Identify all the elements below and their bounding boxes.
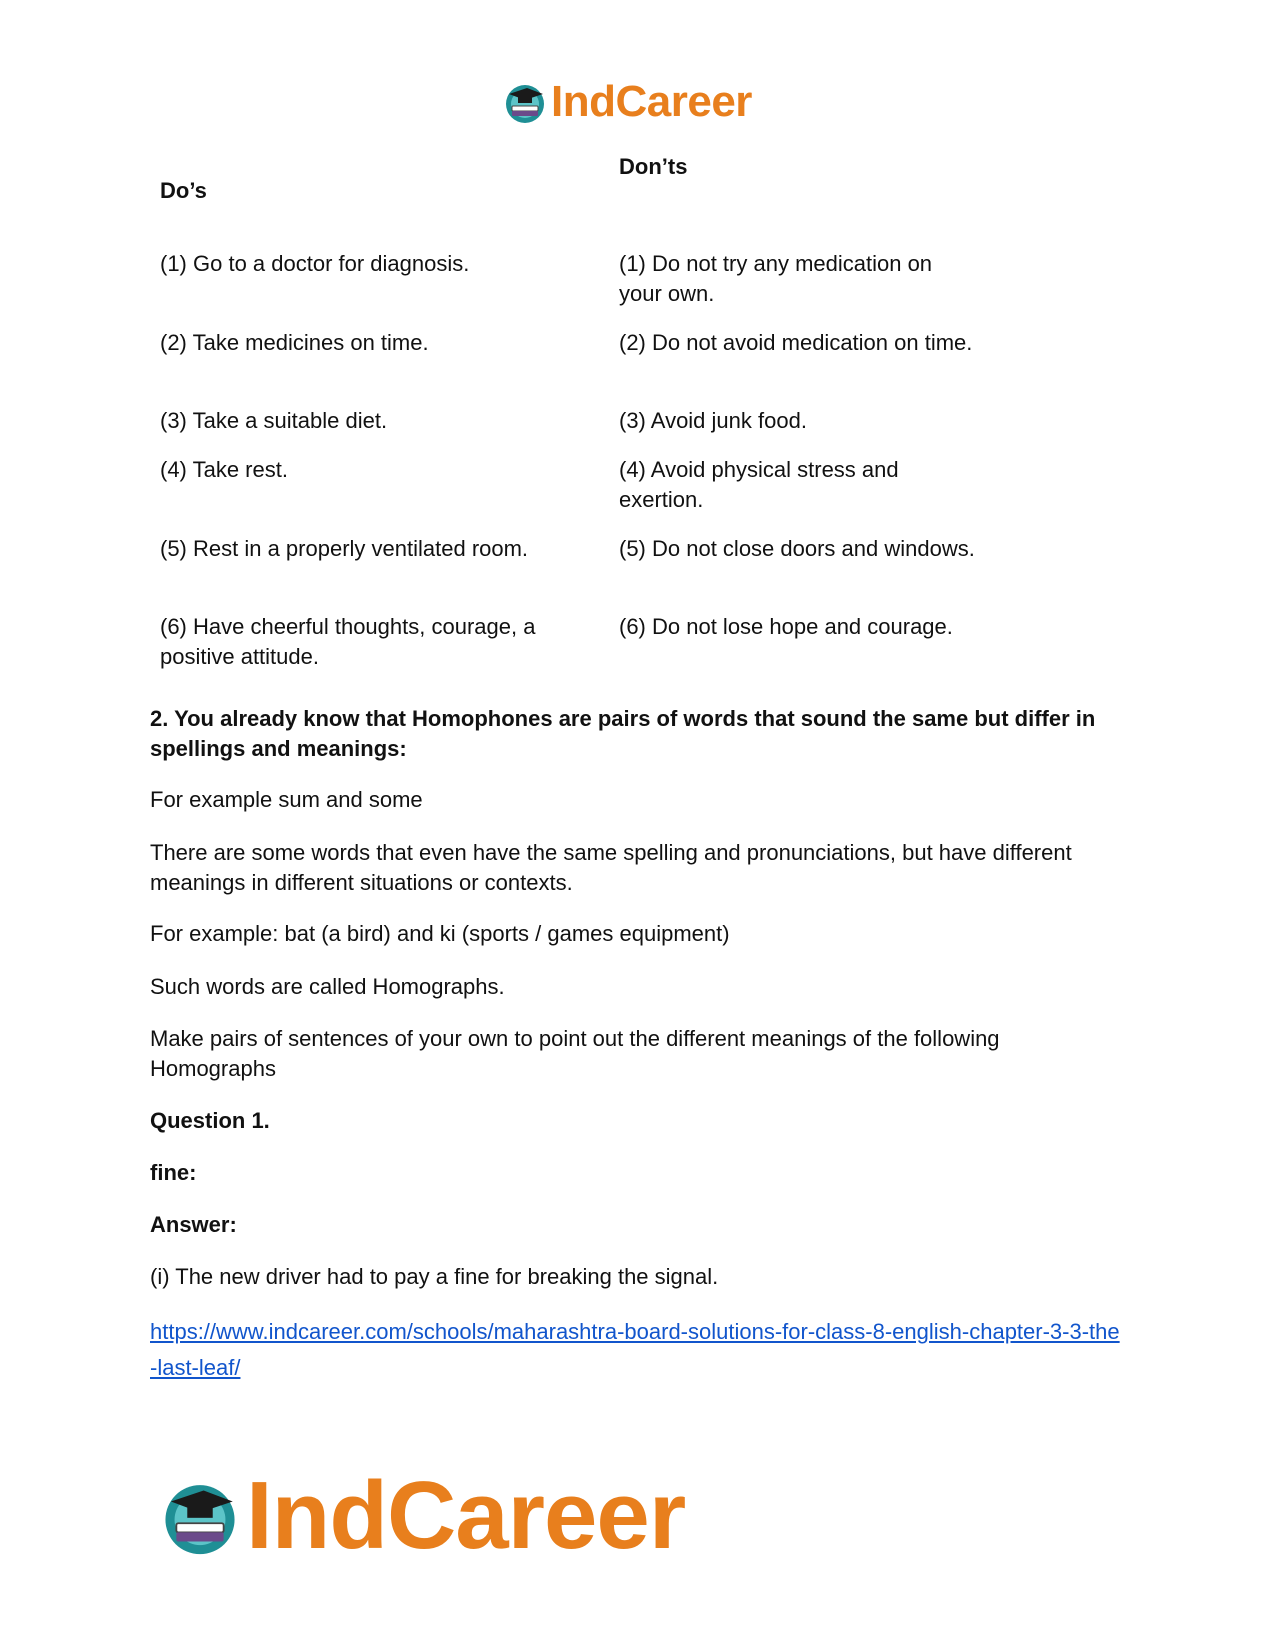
indcareer-logo-top [503, 77, 752, 126]
do-item-6: (6) Have cheerful thoughts, courage, a positive attitude. [160, 614, 536, 669]
do-item-3: (3) Take a suitable diet. [160, 408, 388, 433]
answer-text: (i) The new driver had to pay a fine for breaking the signal. [150, 1264, 719, 1289]
indcareer-logo-bottom [160, 1462, 686, 1569]
answer-label: Answer: [150, 1212, 237, 1237]
example-sum-some: For example sum and some [150, 787, 423, 812]
do-item-2: (2) Take medicines on time. [160, 330, 429, 355]
question-label: Question 1. [150, 1108, 270, 1133]
example-bat: For example: bat (a bird) and ki (sports / games equipment) [150, 921, 730, 946]
homographs-definition: Such words are called Homographs. [150, 974, 505, 999]
do-item-5: (5) Rest in a properly ventilated room. [160, 536, 529, 561]
section-2-heading: 2. You already know that Homophones are pairs of words that sound the same but differ in spellings and meanings: [150, 706, 1096, 761]
logo-wordmark: IndCareer [246, 1462, 686, 1569]
question-word: fine: [150, 1160, 197, 1185]
dont-item-5: (5) Do not close doors and windows. [619, 536, 975, 561]
dont-item-2: (2) Do not avoid medication on time. [619, 330, 973, 355]
instruction-text: Make pairs of sentences of your own to point out the different meanings of the following Homographs [150, 1026, 1000, 1081]
graduation-cap-book-icon [503, 80, 547, 124]
dont-item-3: (3) Avoid junk food. [619, 408, 807, 433]
source-link[interactable]: https://www.indcareer.com/schools/maharashtra-board-solutions-for-class-8-english-chapter-3-3-the-last-leaf/ [150, 1319, 1120, 1380]
do-item-4: (4) Take rest. [160, 457, 288, 482]
homograph-description: There are some words that even have the same spelling and pronunciations, but have different meanings in different situations or contexts. [150, 840, 1072, 895]
logo-wordmark: IndCareer [551, 77, 752, 126]
dos-header: Do’s [160, 178, 207, 203]
dont-item-1: (1) Do not try any medication on your own. [619, 251, 933, 306]
do-item-1: (1) Go to a doctor for diagnosis. [160, 251, 470, 276]
graduation-cap-book-icon [160, 1476, 240, 1556]
dont-item-6: (6) Do not lose hope and courage. [619, 614, 953, 639]
dont-item-4: (4) Avoid physical stress and exertion. [619, 457, 899, 512]
donts-header: Don’ts [619, 154, 688, 179]
